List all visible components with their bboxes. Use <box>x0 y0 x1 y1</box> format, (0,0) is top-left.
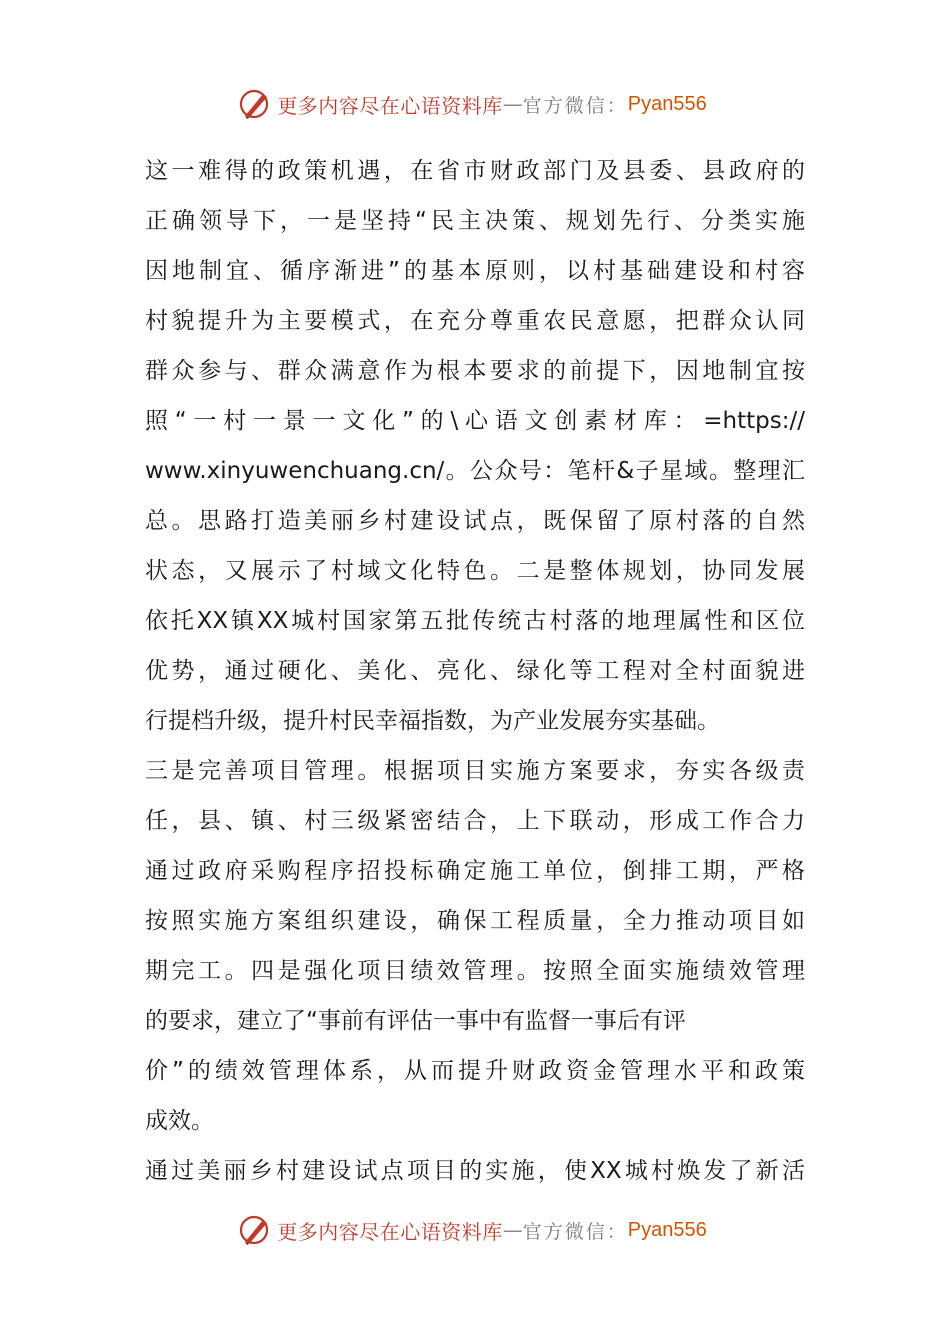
banner-wechat-label: 官方微信： <box>522 94 628 117</box>
text-line: 状态，又展示了村域文化特色。二是整体规划，协同发展 <box>145 558 805 584</box>
text-line: 的要求，建立了“事前有评估一事中有监督一事后有评 <box>145 1008 686 1034</box>
footer-banner <box>0 1210 950 1250</box>
banner-wechat-id: Pyan556 <box>627 1218 707 1241</box>
text-line: 期完工。四是强化项目绩效管理。按照全面实施绩效管理 <box>145 958 805 984</box>
text-line: 行提档升级，提升村民幸福指数，为产业发展夯实基础。 <box>145 708 720 734</box>
text-line: 村貌提升为主要模式，在充分尊重农民意愿，把群众认同 <box>145 308 805 334</box>
pen-logo-icon <box>237 86 273 122</box>
banner-content <box>237 1212 706 1248</box>
banner-main-text: 更多内容尽在心语资料库 <box>277 93 503 118</box>
banner-dash: — <box>502 92 523 116</box>
text-line: 群众参与、群众满意作为根本要求的前提下，因地制宜按 <box>145 358 805 384</box>
banner-wechat-label: 官方微信： <box>522 1220 628 1243</box>
text-line: 依托XX镇XX城村国家第五批传统古村落的地理属性和区位 <box>145 608 805 634</box>
text-line: 因地制宜、循序渐进”的基本原则，以村基础建设和村容 <box>145 258 805 284</box>
text-line: 照“一村一景一文化”的\心语文创素材库：=https:// <box>145 408 805 434</box>
text-line: 价”的绩效管理体系，从而提升财政资金管理水平和政策 <box>145 1058 805 1084</box>
banner-wechat-id: Pyan556 <box>627 92 707 115</box>
text-line: 这一难得的政策机遇，在省市财政部门及县委、县政府的 <box>145 158 805 184</box>
text-line: 按照实施方案组织建设，确保工程质量，全力推动项目如 <box>145 908 805 934</box>
text-line: 通过政府采购程序招投标确定施工单位，倒排工期，严格 <box>145 858 805 884</box>
text-line: 任，县、镇、村三级紧密结合，上下联动，形成工作合力 <box>145 808 805 834</box>
document-body <box>145 146 805 1196</box>
text-line: 成效。 <box>145 1108 214 1134</box>
banner-content <box>237 86 706 122</box>
text-line: 通过美丽乡村建设试点项目的实施，使XX城村焕发了新活 <box>145 1158 805 1184</box>
banner-main-text: 更多内容尽在心语资料库 <box>277 1219 503 1244</box>
text-line: 三是完善项目管理。根据项目实施方案要求，夯实各级责 <box>145 758 805 784</box>
banner-dash: — <box>502 1218 523 1242</box>
text-line: 总。思路打造美丽乡村建设试点，既保留了原村落的自然 <box>145 508 805 534</box>
text-line: www.xinyuwenchuang.cn/。公众号：笔杆&子星域。整理汇 <box>145 458 805 484</box>
pen-logo-icon <box>237 1212 273 1248</box>
header-banner <box>0 84 950 124</box>
text-line: 优势，通过硬化、美化、亮化、绿化等工程对全村面貌进 <box>145 658 805 684</box>
text-line: 正确领导下，一是坚持“民主决策、规划先行、分类实施 <box>145 208 805 234</box>
